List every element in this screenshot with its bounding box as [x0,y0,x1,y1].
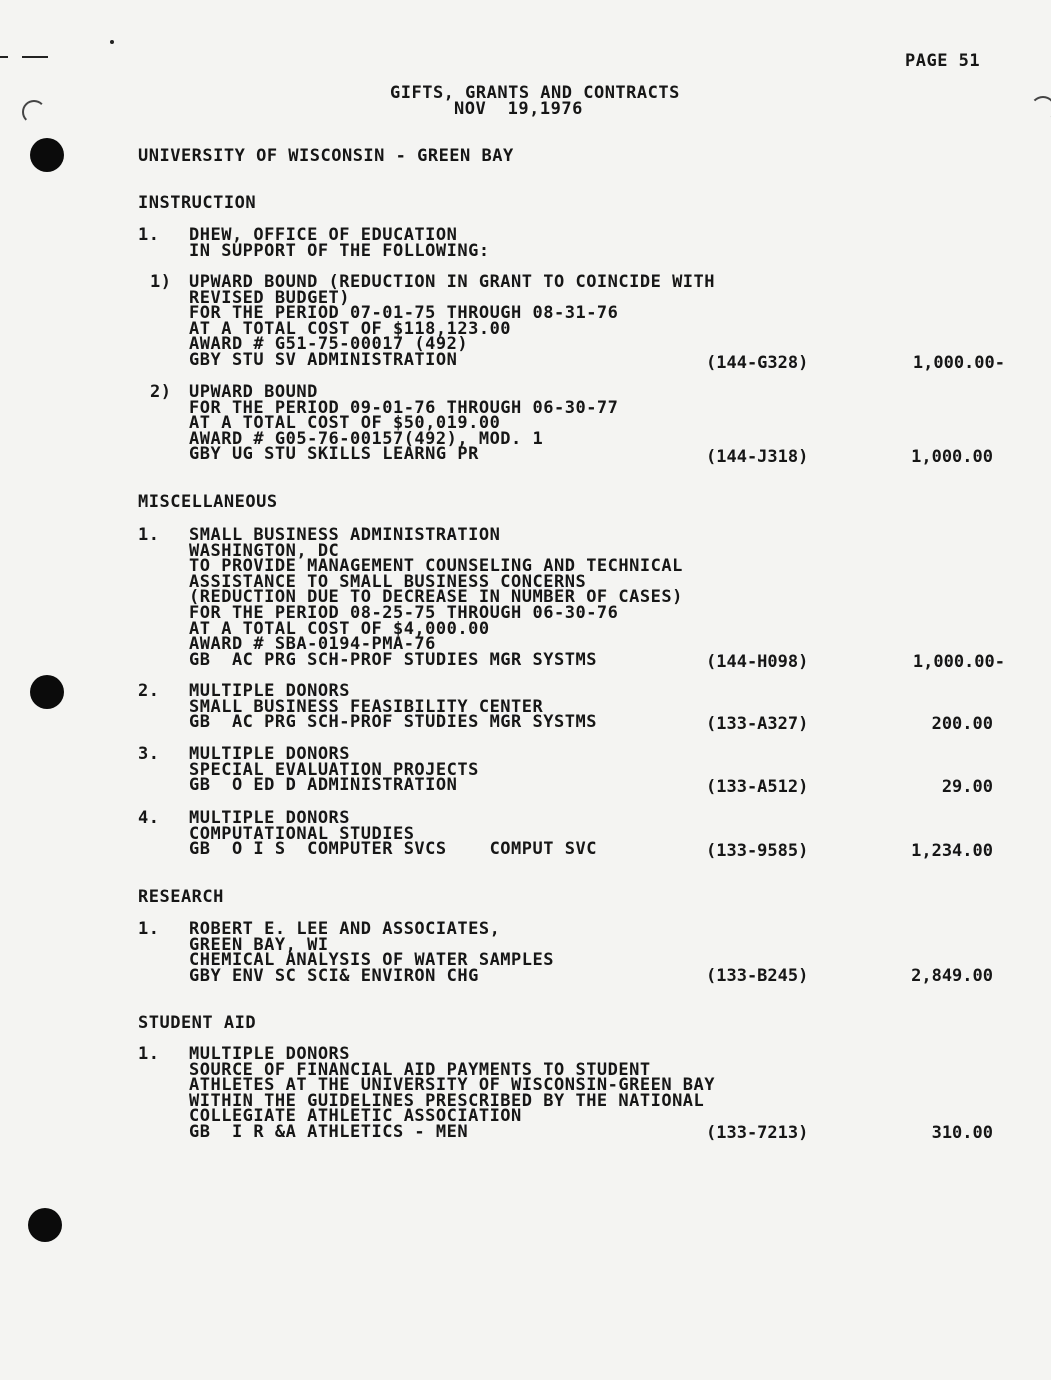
page-number: PAGE 51 [905,51,981,71]
entry-line: COMPUTATIONAL STUDIES [189,823,415,844]
amount: 1,000.00 [911,447,993,467]
entry-line: AWARD # SBA-0194-PMA-76 [189,634,436,655]
section-heading-miscellaneous: MISCELLANEOUS [138,492,278,512]
document-title: GIFTS, GRANTS AND CONTRACTS [390,83,680,103]
entry-line: MULTIPLE DONORS [189,808,351,828]
institution-name: UNIVERSITY OF WISCONSIN - GREEN BAY [138,146,514,166]
amount: 1,000.00- [912,652,1005,672]
entry-line: DHEW, OFFICE OF EDUCATION [189,225,458,245]
entry-line: FOR THE PERIOD 08-25-75 THROUGH 06-30-76 [189,603,619,623]
entry-line: ROBERT E. LEE AND ASSOCIATES, [189,919,501,939]
amount: 1,000.00- [912,353,1005,373]
amount: 1,234.00 [911,841,993,861]
entry-line: SMALL BUSINESS FEASIBILITY CENTER [189,696,544,717]
entry-line: GREEN BAY, WI [189,934,329,955]
entry-line: SMALL BUSINESS ADMINISTRATION [189,525,501,545]
entry-line: AWARD # G51-75-00017 (492) [189,334,469,355]
binder-hole-top [30,138,64,172]
section-heading-research: RESEARCH [138,887,224,907]
entry-line: AWARD # G05-76-00157(492), MOD. 1 [189,428,544,449]
entry-line: GB AC PRG SCH-PROF STUDIES MGR SYSTMS [189,712,597,733]
entry-line: IN SUPPORT OF THE FOLLOWING: [189,240,490,261]
item-number: 1. [138,225,160,245]
entry-line: WASHINGTON, DC [189,540,340,561]
entry-line: AT A TOTAL COST OF $4,000.00 [189,618,490,639]
entry-line: GB O I S COMPUTER SVCS COMPUT SVC [189,839,597,860]
section-heading-instruction: INSTRUCTION [138,193,257,213]
account-code: (133-B245) [706,966,809,986]
item-number: 1. [138,919,160,939]
item-number: 2. [138,681,160,701]
account-code: (144-H098) [706,652,809,672]
item-number: 1. [138,525,160,545]
entry-line: SOURCE OF FINANCIAL AID PAYMENTS TO STUDENT [189,1059,651,1080]
scan-mark [22,100,46,124]
entry-line: ATHLETES AT THE UNIVERSITY OF WISCONSIN-GREEN BAY [189,1075,716,1096]
amount: 310.00 [931,1123,993,1143]
account-code: (133-9585) [706,841,809,861]
entry-line: AT A TOTAL COST OF $50,019.00 [189,413,501,434]
entry-line: ASSISTANCE TO SMALL BUSINESS CONCERNS [189,571,587,592]
entry-line: AT A TOTAL COST OF $118,123.00 [189,318,512,339]
entry-line: GB AC PRG SCH-PROF STUDIES MGR SYSTMS [189,649,597,670]
sub-item-number: 1) [150,272,172,292]
account-code: (144-G328) [706,353,809,373]
scan-mark [22,56,48,58]
entry-line: FOR THE PERIOD 09-01-76 THROUGH 06-30-77 [189,397,619,418]
section-heading-student-aid: STUDENT AID [138,1013,257,1033]
entry-line: GBY UG STU SKILLS LEARNG PR [189,444,479,465]
entry-line: FOR THE PERIOD 07-01-75 THROUGH 08-31-76 [189,303,619,324]
entry-line: REVISED BUDGET) [189,287,351,308]
entry-line: GBY ENV SC SCI& ENVIRON CHG [189,965,479,986]
account-code: (133-A512) [706,777,809,797]
account-code: (144-J318) [706,447,809,467]
entry-line: GB O ED D ADMINISTRATION [189,775,458,796]
entry-line: MULTIPLE DONORS [189,744,351,764]
scan-mark [1030,96,1051,122]
account-code: (133-A327) [706,714,809,734]
entry-line: UPWARD BOUND (REDUCTION IN GRANT TO COINCIDE WITH [189,272,716,292]
entry-line: WITHIN THE GUIDELINES PRESCRIBED BY THE NATIONAL [189,1090,705,1111]
document-date: NOV 19,1976 [454,99,583,119]
entry-line: MULTIPLE DONORS [189,1044,351,1064]
entry-line: TO PROVIDE MANAGEMENT COUNSELING AND TECHNICAL [189,556,683,577]
entry-line: CHEMICAL ANALYSIS OF WATER SAMPLES [189,950,554,971]
sub-item-number: 2) [150,382,172,402]
entry-line: UPWARD BOUND [189,382,318,402]
item-number: 3. [138,744,160,764]
amount: 29.00 [941,777,993,797]
entry-line: GB I R &A ATHLETICS - MEN [189,1122,469,1142]
item-number: 4. [138,808,160,828]
entry-line: MULTIPLE DONORS [189,681,351,701]
binder-hole-bottom [28,1208,62,1242]
entry-line: GBY STU SV ADMINISTRATION [189,350,458,370]
amount: 200.00 [931,714,993,734]
entry-line: (REDUCTION DUE TO DECREASE IN NUMBER OF CASES) [189,587,683,608]
binder-hole-middle [30,675,64,709]
scan-mark [0,56,8,58]
entry-line: COLLEGIATE ATHLETIC ASSOCIATION [189,1106,522,1127]
scan-mark [110,40,114,44]
amount: 2,849.00 [911,966,993,986]
account-code: (133-7213) [706,1123,809,1143]
entry-line: SPECIAL EVALUATION PROJECTS [189,759,479,780]
item-number: 1. [138,1044,160,1064]
